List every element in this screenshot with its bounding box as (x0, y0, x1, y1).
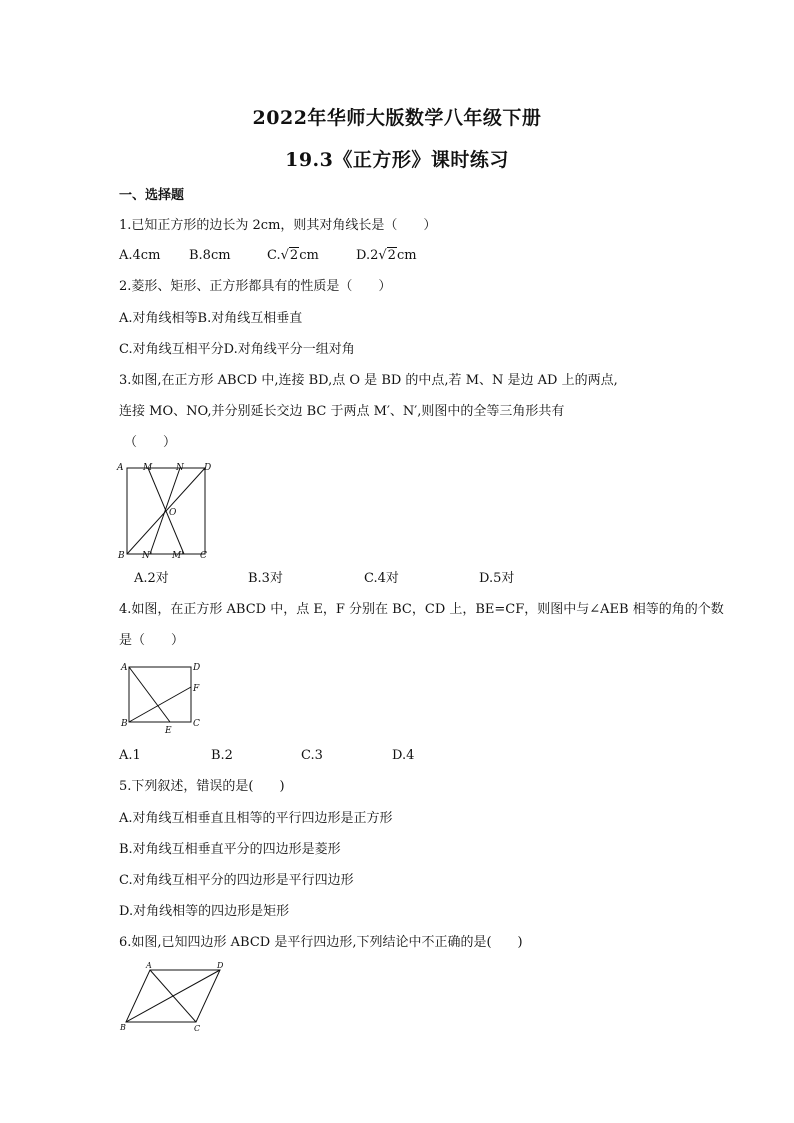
option-d: D.5对 (479, 571, 515, 586)
sqrt-symbol: √2 (378, 248, 396, 263)
label-e: E (165, 726, 172, 736)
label-c: C (193, 719, 200, 729)
label-n-prime: N' (142, 551, 153, 561)
line-bf (129, 687, 191, 722)
label-a: A (146, 961, 152, 970)
label-a: A (121, 663, 128, 673)
question-4-figure (114, 656, 210, 740)
option-c: C.√2cm (267, 248, 319, 263)
option-b: B.2 (211, 748, 233, 763)
question-4-line-2: 是（ ） (119, 633, 185, 648)
label-b: B (118, 551, 125, 561)
question-3-line-2: 连接 MO、NO,并分别延长交边 BC 于两点 M′、N′,则图中的全等三角形共有 (119, 404, 565, 419)
question-3-line-1: 3.如图,在正方形 ABCD 中,连接 BD,点 O 是 BD 的中点,若 M、N 是边 AD 上的两点, (119, 373, 618, 388)
label-d: D (193, 663, 201, 673)
option-c: C.4对 (364, 571, 399, 586)
option-a: A.1 (119, 748, 141, 763)
square-abcd (129, 667, 191, 722)
section-heading: 一、选择题 (119, 188, 185, 203)
label-d: D (204, 463, 212, 473)
question-2-options-ab: A.对角线相等B.对角线互相垂直 (119, 311, 303, 326)
option-b: B.8cm (189, 248, 231, 263)
question-5-stem: 5.下列叙述，错误的是( ) (119, 779, 285, 794)
question-5-option-d: D.对角线相等的四边形是矩形 (119, 904, 290, 919)
label-d: D (217, 961, 224, 970)
label-m-prime: M' (172, 551, 184, 561)
option-a: A.4cm (119, 248, 161, 263)
label-m: M (143, 463, 153, 473)
question-4-line-1: 4.如图，在正方形 ABCD 中，点 E，F 分别在 BC，CD 上，BE=CF，则图中与∠AEB 相等的角的个数 (119, 602, 724, 617)
option-b: B.3对 (248, 571, 283, 586)
line-m-m2 (148, 468, 184, 554)
question-2-options-cd: C.对角线互相平分D.对角线平分一组对角 (119, 342, 355, 357)
diagonal-bd (126, 970, 220, 1022)
option-c: C.3 (301, 748, 323, 763)
option-d: D.4 (392, 748, 415, 763)
question-5-option-b: B.对角线互相垂直平分的四边形是菱形 (119, 842, 341, 857)
label-b: B (120, 1023, 126, 1032)
label-a: A (117, 463, 124, 473)
question-6-figure (114, 960, 234, 1036)
label-o: O (169, 508, 177, 518)
sqrt-symbol: √2 (280, 248, 299, 263)
label-f: F (193, 684, 200, 694)
option-d: D.2√2cm (356, 248, 417, 263)
question-2-stem: 2.菱形、矩形、正方形都具有的性质是（ ） (119, 279, 392, 294)
document-subtitle: 19.3《正方形》课时练习 (285, 149, 509, 171)
question-5-option-a: A.对角线互相垂直且相等的平行四边形是正方形 (119, 811, 393, 826)
label-c: C (194, 1024, 201, 1033)
question-3-figure (114, 458, 226, 562)
question-6-stem: 6.如图,已知四边形 ABCD 是平行四边形,下列结论中不正确的是( ) (119, 935, 523, 950)
question-5-option-c: C.对角线互相平分的四边形是平行四边形 (119, 873, 354, 888)
question-3-line-3: （ ） (124, 435, 177, 450)
question-1-stem: 1.已知正方形的边长为 2cm，则其对角线长是（ ） (119, 218, 437, 233)
label-n: N (176, 463, 184, 473)
line-ae (129, 667, 170, 722)
option-a: A.2对 (134, 571, 169, 586)
label-b: B (121, 719, 128, 729)
document-title: 2022年华师大版数学八年级下册 (252, 107, 542, 129)
label-c: C (200, 551, 207, 561)
